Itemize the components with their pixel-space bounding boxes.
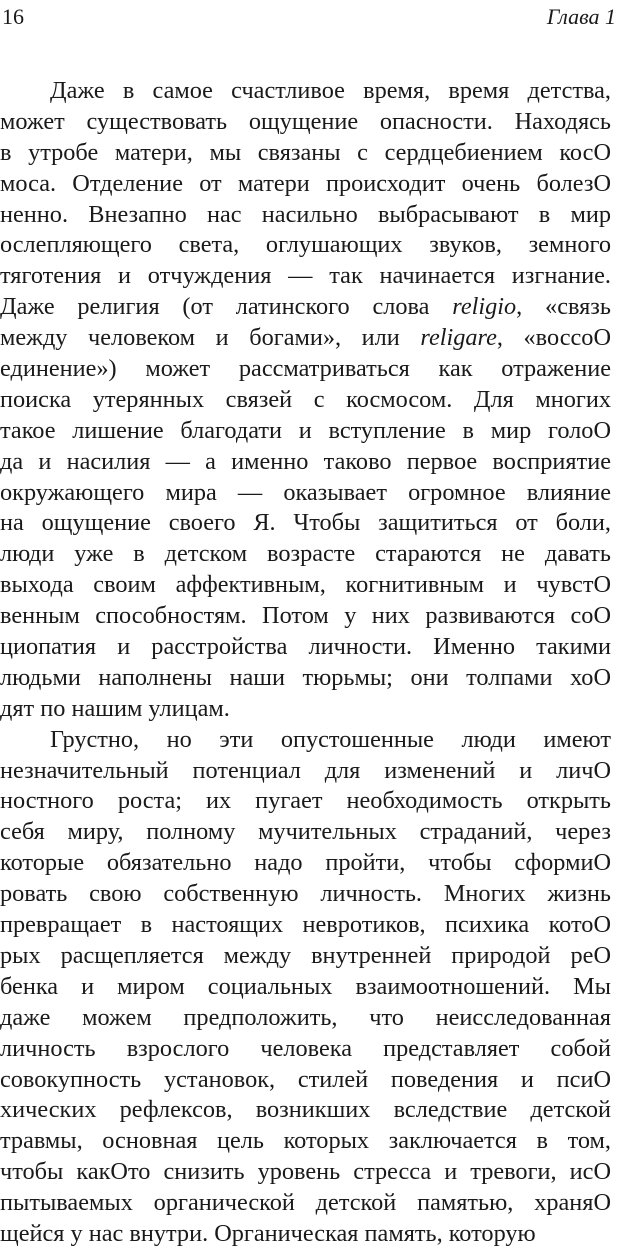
text-line: да и насилия — а именно таково первое восприятие [0,447,611,475]
text-line: единение») может рассматриваться как отражение [0,355,611,383]
text-line: пытываемых органической детской памятью, храняО [0,1189,611,1217]
text-line: травмы, основная цель которых заключается в том, [0,1127,611,1155]
text-line: Грустно, но эти опустошенные люди имеют [50,725,611,753]
text-line: люди уже в детском возрасте стараются не давать [0,540,611,568]
text-line: ослепляющего света, оглушающих звуков, земного [0,231,611,259]
text-line: моса. Отделение от матери происходит очень болезО [0,169,611,197]
running-header [0,4,618,34]
body-text [0,76,611,1250]
text-line: Даже религия (от латинского слова religio, «связь [0,293,611,321]
text-line: чтобы какОто снизить уровень стресса и тревоги, исО [0,1158,611,1186]
text-line: себя миру, полному мучительных страданий, через [0,818,611,846]
text-line: ностного роста; их пугает необходимость открыть [0,787,611,815]
text-line: превращает в настоящих невротиков, психика котоО [0,911,611,939]
text-line: совокупность установок, стилей поведения и псиО [0,1065,611,1093]
text-line: ненно. Внезапно нас насильно выбрасывают в мир [0,200,611,228]
text-line: щейся у нас внутри. Органическая память, которую [0,1219,536,1247]
text-line: хических рефлексов, возникших вследствие детской [0,1096,611,1124]
chapter-title: Глава 1 [546,4,616,29]
text-line: на ощущение своего Я. Чтобы защититься от боли, [0,509,611,537]
text-line: Даже в самое счастливое время, время детства, [50,77,611,104]
text-line: венным способностям. Потом у них развиваются соО [0,602,611,630]
text-line: тяготения и отчуждения — так начинается изгнание. [0,262,611,290]
text-line: окружающего мира — оказывает огромное влияние [0,478,611,506]
text-line: даже можем предположить, что неисследованная [0,1003,611,1031]
text-line: выхода своим аффективным, когнитивным и чувстО [0,571,611,599]
text-line: которые обязательно надо пройти, чтобы сформиО [0,849,611,877]
text-line: людьми наполнены наши тюрьмы; они толпами хоО [0,663,611,691]
text-line: поиска утерянных связей с космосом. Для многих [0,385,611,413]
paragraph [0,76,611,725]
text-line: циопатия и расстройства личности. Именно такими [0,633,611,661]
text-line: личность взрослого человека представляет собой [0,1034,611,1062]
text-line: может существовать ощущение опасности. Находясь [0,107,611,135]
text-line: рых расщепляется между внутренней природой реО [0,941,611,969]
text-line: между человеком и богами», или religare, «воссоО [0,324,612,352]
text-line: дят по нашим улицам. [0,694,230,722]
text-line: бенка и миром социальных взаимоотношений. Мы [0,972,611,1000]
paragraph [0,725,611,1250]
text-line: такое лишение благодати и вступление в мир голоО [0,416,611,444]
text-line: в утробе матери, мы связаны с сердцебиением косО [0,138,611,166]
text-line: незначительный потенциал для изменений и личО [0,756,611,784]
text-line: ровать свою собственную личность. Многих жизнь [0,880,611,908]
page-number: 16 [2,4,24,29]
